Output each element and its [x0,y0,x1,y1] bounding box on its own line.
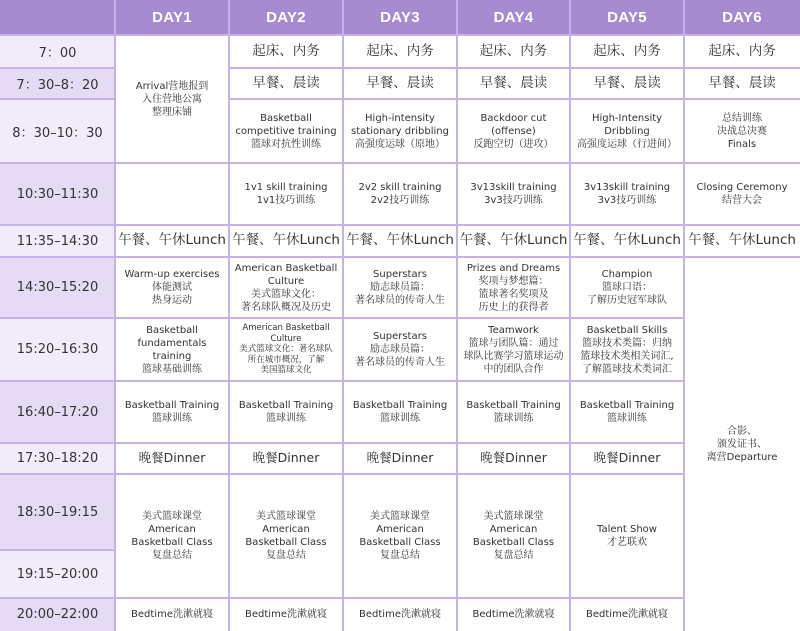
row-divider [343,224,457,226]
cell-line: stationary dribbling [351,125,449,137]
cell-line: Prizes and Dreams [466,262,561,274]
cell-line: 午餐、午休Lunch [232,232,340,249]
cell-d1-warmup [115,257,229,318]
cell-line: Backdoor cut [480,112,547,124]
cell-d5-skill [570,163,684,225]
cell-line: Superstars [373,269,427,280]
cell-line: 著名球员的传奇人生 [355,357,445,368]
cell-line: 晚餐Dinner [593,450,661,466]
cell-d1-dinner [115,443,229,474]
cell-d6-lunch [684,225,800,257]
cell-d3-skill [343,163,457,225]
cell-line: Culture [267,275,305,287]
cell-line: 午餐、午休Lunch [573,232,681,249]
cell-d3-class [343,474,457,598]
time-slot-1915: 19:15–20:00 [0,550,115,598]
cell-d1-bed [115,598,229,631]
cell-d3-train [343,381,457,443]
cell-line: 篮球训练 [380,413,420,424]
cell-line: 篮球训练 [266,413,306,424]
cell-line: 篮球著名奖项及 [478,288,549,300]
cell-line: American Basketball [234,262,338,274]
cell-d3-star1 [343,257,457,318]
cell-line: 起床、内务 [366,42,434,59]
cell-line: 早餐、晨读 [366,74,434,91]
cell-d2-train [229,381,343,443]
cell-d5-bfast [570,68,684,99]
cell-line: 2v2 skill training [358,182,442,193]
cell-line: 历史上的获得者 [478,301,549,313]
cell-line: Teamwork [488,324,539,336]
cell-d2-skill [229,163,343,225]
time-slot-1030: 10:30–11:30 [0,163,115,225]
cell-d2-class [229,474,343,598]
cell-line: Basketball Training [579,400,675,411]
row-divider [229,256,343,258]
header-day5: DAY5 [570,0,684,35]
cell-line: 离营Departure [706,451,778,463]
cell-line: 著名球员的传奇人生 [355,295,445,306]
cell-d4-wake [457,35,570,68]
cell-line: Basketball Class [131,537,213,548]
row-divider [0,597,115,599]
time-slot-1430: 14:30–15:20 [0,257,115,318]
cell-d6-bfast [684,68,800,99]
row-divider [0,162,115,164]
row-divider [457,162,570,164]
cell-line: 美国篮球文化 [260,365,312,376]
cell-line: American [148,524,196,535]
cell-line: 篮球基础训练 [141,363,202,375]
cell-d5-lunch [570,225,684,257]
row-divider [570,256,684,258]
cell-line: Basketball Class [359,537,441,548]
cell-line: 1v1技巧训练 [256,195,316,206]
row-divider [343,380,457,382]
cell-line: 3v3技巧训练 [484,195,543,206]
cell-line: 起床、内务 [593,42,661,59]
cell-line: Dribbling [604,125,650,137]
cell-line: 篮球训练 [493,413,534,424]
cell-line: Arrival营地报到 [135,80,209,92]
cell-d6-depart [684,257,800,631]
cell-d4-am [457,99,570,163]
cell-line: Basketball Training [466,400,561,411]
cell-d1-class [115,474,229,598]
row-divider [229,597,343,599]
cell-line: competitive training [235,125,337,137]
cell-line: 午餐、午休Lunch [459,232,568,249]
row-divider [115,597,229,599]
cell-d4-dreams [457,257,570,318]
cell-line: 3v3技巧训练 [597,195,657,206]
row-divider [684,256,800,258]
cell-line: Culture [270,333,302,344]
row-divider [0,67,115,69]
cell-line: 午餐、午休Lunch [118,232,226,249]
cell-line: 1v1 skill training [244,182,328,193]
cell-line: Basketball Training [352,400,448,411]
cell-d2-wake [229,35,343,68]
row-divider [0,549,115,551]
cell-line: Talent Show [597,524,657,535]
row-divider [570,317,684,319]
row-divider [570,34,684,36]
cell-line: 3v13skill training [583,182,671,193]
row-divider [229,162,343,164]
row-divider [570,162,684,164]
time-slot-1830: 18:30–19:15 [0,474,115,550]
cell-d1-fund [115,318,229,381]
row-divider [684,98,800,100]
cell-line: 晚餐Dinner [138,450,206,466]
cell-line: American [262,524,310,535]
cell-line: 美式篮球课堂 [141,511,202,522]
cell-d5-champ [570,257,684,318]
cell-line: Basketball Skills [586,324,668,336]
row-divider [570,442,684,444]
cell-d2-lunch [229,225,343,257]
cell-line: Bedtime洗漱就寝 [472,609,555,620]
time-slot-1640: 16:40–17:20 [0,381,115,443]
row-divider [115,256,229,258]
cell-line: (offense) [491,125,536,137]
cell-d4-skill [457,163,570,225]
cell-line: 2v2技巧训练 [370,195,430,206]
cell-d6-closing [684,163,800,225]
cell-d5-dinner [570,443,684,474]
cell-line: 合影、 [727,425,757,437]
row-divider [570,224,684,226]
row-divider [684,224,800,226]
cell-line: Champion [601,269,653,280]
cell-line: 美式篮球文化：著名球队 [239,344,333,355]
cell-line: 篮球对抗性训练 [251,138,321,150]
row-divider [115,224,229,226]
row-divider [115,442,229,444]
row-divider [570,67,684,69]
cell-line: Bedtime洗漱就寝 [131,609,213,620]
cell-line: 热身运动 [151,295,192,306]
cell-d4-dinner [457,443,570,474]
column-divider [683,0,685,631]
row-divider [343,98,457,100]
cell-line: Basketball [260,112,312,124]
cell-line: 篮球训练 [607,413,647,424]
cell-line: 篮球训练 [152,413,192,424]
cell-line: 早餐、晨读 [708,74,776,91]
cell-line: 复盘总结 [265,550,306,561]
cell-line: 晚餐Dinner [366,450,434,466]
cell-d3-lunch [343,225,457,257]
cell-line: 晚餐Dinner [480,450,547,466]
cell-line: Closing Ceremony [696,182,788,193]
column-divider [569,0,571,631]
cell-line: 美式篮球课堂 [255,511,316,522]
cell-line: 所在城市概况，了解 [247,354,325,365]
header-day2: DAY2 [229,0,343,35]
cell-line: Finals [727,138,757,150]
cell-line: 篮球与团队篇：通过 [468,337,559,349]
row-divider [229,67,343,69]
row-divider [343,67,457,69]
cell-line: 中的团队合作 [483,363,544,375]
cell-d4-class [457,474,570,598]
row-divider [457,67,570,69]
cell-line: 高强度运球（原地） [355,138,445,150]
row-divider [343,256,457,258]
cell-line: 才艺联欢 [607,537,647,548]
cell-d3-am [343,99,457,163]
row-divider [343,317,457,319]
row-divider [570,380,684,382]
header-day1: DAY1 [115,0,229,35]
row-divider [457,98,570,100]
cell-d5-wake [570,35,684,68]
cell-line: Basketball Class [245,537,327,548]
row-divider [570,98,684,100]
cell-d2-am [229,99,343,163]
row-divider [229,34,343,36]
row-divider [115,317,229,319]
cell-line: 复盘总结 [151,550,192,561]
row-divider [115,34,229,36]
cell-line: 了解篮球技术类词汇 [582,363,672,375]
cell-line: 午餐、午休Lunch [346,232,454,249]
cell-d6-am [684,99,800,163]
header-day4: DAY4 [457,0,570,35]
row-divider [457,224,570,226]
row-divider [229,98,343,100]
cell-d5-train [570,381,684,443]
cell-line: 复盘总结 [493,550,534,561]
row-divider [570,597,684,599]
cell-line: 颁发证书、 [717,438,767,450]
row-divider [570,473,684,475]
cell-d3-bfast [343,68,457,99]
row-divider [0,34,115,36]
cell-line: 篮球技术类相关词汇, [580,350,674,362]
cell-d2-culture1 [229,257,343,318]
cell-line: 复盘总结 [379,550,420,561]
column-divider [228,0,230,631]
cell-d4-train [457,381,570,443]
row-divider [684,67,800,69]
cell-line: 午餐、午休Lunch [688,232,796,249]
cell-line: American [376,524,424,535]
row-divider [115,162,229,164]
cell-line: Bedtime洗漱就寝 [245,609,327,620]
cell-line: Basketball Class [472,537,555,548]
cell-line: 篮球口语： [602,282,652,293]
row-divider [0,473,115,475]
cell-d4-bfast [457,68,570,99]
cell-line: 球队比赛学习篮球运动 [463,350,564,362]
cell-line: 起床、内务 [479,42,548,59]
row-divider [115,380,229,382]
row-divider [457,597,570,599]
cell-line: 入住营地公寓 [142,93,202,105]
cell-line: 决战总决赛 [717,125,767,137]
row-divider [457,317,570,319]
cell-d2-dinner [229,443,343,474]
cell-d5-bed [570,598,684,631]
cell-d3-star2 [343,318,457,381]
cell-line: Superstars [373,331,427,342]
row-divider [0,380,115,382]
time-slot-1520: 15:20–16:30 [0,318,115,381]
cell-d3-dinner [343,443,457,474]
cell-line: Bedtime洗漱就寝 [586,609,668,620]
cell-line: 篮球技术类篇：归纳 [582,337,672,349]
cell-line: 结营大会 [722,195,762,206]
row-divider [684,34,800,36]
column-divider [114,0,116,631]
row-divider [229,380,343,382]
cell-d6-wake [684,35,800,68]
row-divider [229,317,343,319]
cell-d4-lunch [457,225,570,257]
row-divider [457,442,570,444]
cell-d2-bfast [229,68,343,99]
cell-d2-culture2 [229,318,343,381]
row-divider [0,256,115,258]
time-slot-0830: 8：30–10：30 [0,99,115,163]
row-divider [343,473,457,475]
cell-line: 美式篮球课堂 [369,511,430,522]
header-corner [0,0,115,35]
cell-line: 著名球队概况及历史 [240,301,331,313]
cell-line: 高强度运球（行进间） [577,138,677,150]
cell-line: 3v13skill training [470,182,557,193]
time-slot-2000: 20:00–22:00 [0,598,115,631]
cell-line: High-Intensity [591,112,663,124]
cell-line: 美式篮球课堂 [483,511,544,522]
row-divider [457,256,570,258]
time-slot-0730: 7：30–8：20 [0,68,115,99]
cell-line: American [489,524,538,535]
row-divider [457,473,570,475]
cell-line: 整理床铺 [152,106,192,118]
row-divider [343,34,457,36]
header-day3: DAY3 [343,0,457,35]
cell-line: Basketball [146,324,198,336]
cell-line: Basketball Training [124,400,220,411]
time-slot-1730: 17:30–18:20 [0,443,115,474]
cell-line: 奖项与梦想篇： [478,275,549,287]
cell-d3-wake [343,35,457,68]
row-divider [457,34,570,36]
cell-line: fundamentals [137,337,207,349]
row-divider [457,380,570,382]
cell-line: Basketball Training [238,400,334,411]
row-divider [343,442,457,444]
header-day6: DAY6 [684,0,800,35]
cell-d5-skills [570,318,684,381]
cell-d4-bed [457,598,570,631]
row-divider [343,162,457,164]
row-divider [684,162,800,164]
cell-line: 美式篮球文化： [250,288,321,300]
cell-line: 早餐、晨读 [593,74,661,91]
cell-d2-bed [229,598,343,631]
cell-line: High-intensity [365,112,435,124]
cell-line: 励志球员篇： [370,282,430,293]
cell-line: 总结训练 [722,112,762,124]
cell-line: 晚餐Dinner [252,450,320,466]
cell-line: training [152,350,192,362]
cell-line: 反跑空切（进攻） [473,138,554,150]
row-divider [229,224,343,226]
row-divider [343,597,457,599]
column-divider [456,0,458,631]
row-divider [0,224,115,226]
cell-d4-team [457,318,570,381]
cell-d5-am [570,99,684,163]
cell-line: 早餐、晨读 [252,74,320,91]
row-divider [115,473,229,475]
row-divider [0,98,115,100]
cell-line: Bedtime洗漱就寝 [359,609,441,620]
cell-d3-bed [343,598,457,631]
row-divider [0,317,115,319]
cell-d1-arrival [115,35,229,163]
row-divider [229,442,343,444]
cell-line: 早餐、晨读 [479,74,548,91]
cell-line: 起床、内务 [252,42,320,59]
cell-line: 了解历史冠军球队 [587,295,667,306]
column-divider [342,0,344,631]
cell-line: 体能测试 [151,282,192,293]
cell-line: American Basketball [242,322,330,333]
cell-line: 励志球员篇： [370,344,430,355]
time-slot-0700: 7：00 [0,35,115,68]
cell-d1-train [115,381,229,443]
cell-line: Warm-up exercises [124,269,220,280]
row-divider [0,442,115,444]
row-divider [229,473,343,475]
cell-d5-talent [570,474,684,598]
cell-d1-lunch [115,225,229,257]
cell-line: 起床、内务 [708,42,776,59]
time-slot-1135: 11:35–14:30 [0,225,115,257]
